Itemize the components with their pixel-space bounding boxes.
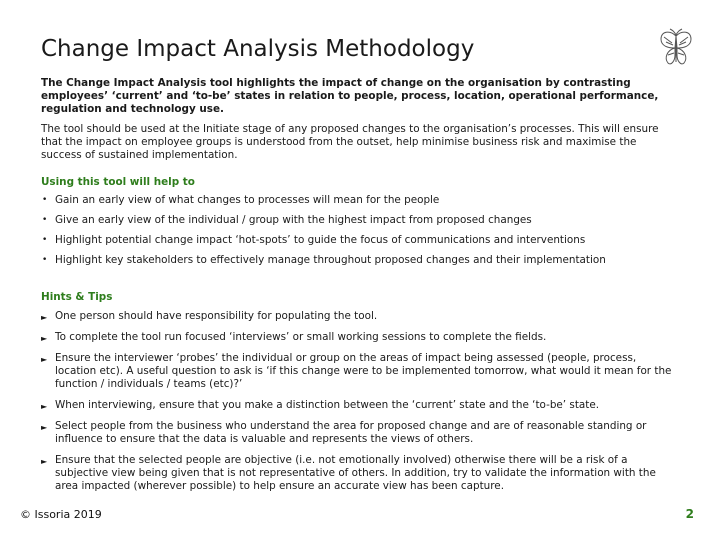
- bullet-icon: •: [42, 195, 48, 205]
- using-heading: Using this tool will help to: [41, 176, 195, 188]
- list-item: ► One person should have responsibility for populating the tool.: [41, 310, 378, 322]
- using-list: [41, 194, 676, 274]
- list-item: • Gain an early view of what changes to processes will mean for the people: [42, 194, 440, 206]
- intro-description: The tool should be used at the Initiate stage of any proposed changes to the organisation’s processes. This will ensure that the impact on employee groups is understood from the outset, help minimise business risk and maximise the success of sustained implementation.: [41, 123, 659, 161]
- bullet-icon: •: [42, 255, 48, 265]
- bullet-icon: •: [42, 215, 48, 225]
- hints-heading: Hints & Tips: [41, 291, 113, 303]
- arrow-bullet-icon: ►: [41, 355, 48, 364]
- list-item: • Give an early view of the individual / group with the highest impact from proposed changes: [42, 214, 532, 226]
- list-item: ► When interviewing, ensure that you make a distinction between the ‘current’ state and the ‘to-be’ state.: [41, 399, 600, 411]
- list-item: ► Ensure that the selected people are objective (i.e. not emotionally involved) otherwise there will be a risk of a subjective view being given that is not representative of others. In addition, try to validate the information with the area impacted (wherever possible) to help ensure an accurate view has been capture.: [41, 454, 656, 492]
- list-item: ► Ensure the interviewer ‘probes’ the individual or group on the areas of impact being assessed (people, process, location etc). A useful question to ask is ‘if this change were to be implemented tomorrow, what would it mean for the function / individuals / teams (etc)?’: [41, 352, 672, 390]
- list-item: • Highlight key stakeholders to effectively manage throughout proposed changes and their implementation: [42, 254, 606, 266]
- arrow-bullet-icon: ►: [41, 402, 48, 411]
- intro-summary: The Change Impact Analysis tool highlights the impact of change on the organisation by contrasting employees’ ‘current’ and ‘to-be’ states in relation to people, process, location, operational performance, regulation and technology use.: [41, 77, 659, 115]
- bullet-icon: •: [42, 235, 48, 245]
- arrow-bullet-icon: ►: [41, 334, 48, 343]
- list-item: ► Select people from the business who understand the area for proposed change and are of reasonable standing or influence to ensure that the data is valuable and represents the views of others.: [41, 420, 647, 445]
- page-title: Change Impact Analysis Methodology: [41, 36, 475, 62]
- hints-list: [41, 310, 676, 501]
- copyright-notice: © Issoria 2019: [20, 508, 102, 521]
- arrow-bullet-icon: ►: [41, 457, 48, 466]
- arrow-bullet-icon: ►: [41, 423, 48, 432]
- butterfly-icon: [658, 28, 694, 68]
- list-item: • Highlight potential change impact ‘hot-spots’ to guide the focus of communications and interventions: [42, 234, 586, 246]
- page-number: 2: [685, 507, 694, 521]
- arrow-bullet-icon: ►: [41, 313, 48, 322]
- list-item: ► To complete the tool run focused ‘interviews’ or small working sessions to complete the fields.: [41, 331, 547, 343]
